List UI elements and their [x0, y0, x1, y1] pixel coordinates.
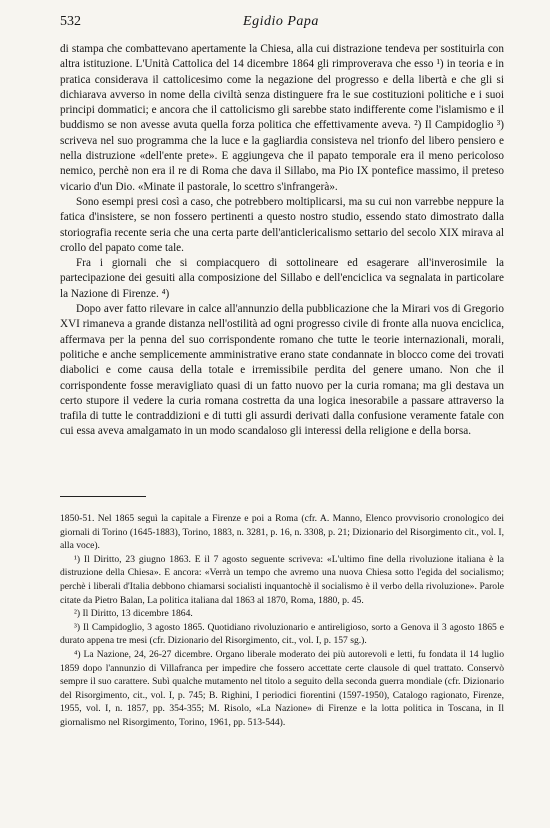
body-text — [60, 42, 504, 440]
footnote: ⁴) La Nazione, 24, 26-27 dicembre. Organo liberale moderato dei più autorevoli e letti, fu fondata il 14 luglio 1859 dopo l'annunzio di Villafranca per impedire che fossero accettate certe clausole di quel trattato. Conservò sempre il suo carattere. Subì qualche mutamento nel titolo a seguito della seconda guerra mondiale (cfr. Dizionario del Risorgimento, cit., vol. I, p. 745; B. Righini, I periodici fiorentini (1597-1950), Catalogo ragionato, Firenze, 1955, vol. I, n. 1857, pp. 354-355; M. Risolo, «La Nazione» di Firenze e la lotta politica in Toscana, in Il giornalismo nel Risorgimento, Torino, 1961, pp. 513-544). — [60, 648, 504, 728]
footnote: ¹) Il Diritto, 23 giugno 1863. E il 7 agosto seguente scriveva: «L'ultimo fine della rivoluzione italiana è la distruzione della Chiesa». E ancora: «Verrà un tempo che avremo una nuova Chiesa sotto l'egida del socialismo; perchè i liberali d'Italia debbono chiamarsi socialisti inquantochè il socialismo è il verbo della rivoluzione». Parole citate da Pietro Balan, La politica italiana dal 1863 al 1870, Roma, 1880, p. 45. — [60, 553, 504, 606]
paragraph: Sono esempi presi così a caso, che potrebbero moltiplicarsi, ma su cui non varrebbe neppure la fatica d'insistere, se non fossero pertinenti a questo nostro studio, essendo stato dimostrato dalla storiografia recente seria che una certa parte dell'anticlericalismo settario del secolo XIX mirava al crollo del papato come tale. — [60, 195, 504, 254]
footnote: ²) Il Diritto, 13 dicembre 1864. — [74, 608, 193, 620]
paragraph: di stampa che combattevano apertamente la Chiesa, alla cui distrazione tendeva per sostituirla con altra istituzione. L'Unità Cattolica del 14 dicembre 1864 gli rimproverava che esso ¹) in teoria e in pratica considerava il cattolicesimo come la negazione del progresso e della libertà e che gli si dichiarava avverso in nome della civiltà senza distinguere fra le sue costituzioni politiche e i suoi principi dommatici; e ancora che il cattolicismo gli sarebbe stato indifferente come l'islamismo e il buddismo se non avesse avuta quella forza politica che effettivamente aveva. ²) Il Campidoglio ³) scriveva nel suo programma che la luce e la gagliardia consisteva nel trionfo del libero pensiero e nella distruzione «dell'ente prete». E aggiungeva che il papato temporale era il meno pericoloso nemico, perchè non era il re di Roma che dava il Sillabo, ma Pio IX pontefice massimo, il preteso vicario d'un Dio. «Minate il pastorale, lo scettro s'infrangerà». — [60, 43, 504, 193]
footnotes — [60, 512, 504, 730]
paragraph: Dopo aver fatto rilevare in calce all'annunzio della pubblicazione che la Mirari vos di Gregorio XVI rimaneva a grande distanza nell'ostilità ad ogni progresso civile di fronte alla nuova enciclica, affermava per la penna del suo corrispondente romano che tutte le teorie internazionali, morali, politiche e anche semplicemente amministrative erano state condannate in blocco come dei trovati diabolici e come causa della totale e irremissibile perdita del genere umano. Non che il corrispondente fosse meravigliato quasi di un fatto nuovo per la curia romana; ma gli destava un certo stupore il vedere la curia romana costretta da una logica inesorabile a passare attraverso la trafila di tutte le contraddizioni e di tutti gli assurdi derivati dalla confusione veramente fatale con cui essa aveva amalgamato in un modo scandaloso gli interessi della religione e della borsa. — [60, 303, 504, 438]
paragraph: Fra i giornali che si compiacquero di sottolineare ed esagerare all'inverosimile la partecipazione dei gesuiti alla composizione del Sillabo e dell'enciclica va segnalata in particolare la Nazione di Firenze. ⁴) — [60, 257, 504, 300]
running-head: Egidio Papa — [243, 14, 319, 29]
page-header — [60, 14, 502, 32]
page-number: 532 — [60, 14, 81, 29]
footnote-rule — [60, 496, 146, 497]
footnote-continuation: 1850-51. Nel 1865 seguì la capitale a Firenze e poi a Roma (cfr. A. Manno, Elenco provvisorio cronologico dei giornali di Torino (1645-1883), Torino, 1883, n. 3281, p. 16, n. 3308, p. 21; Dizionario del Risorgimento cit., vol. I, alla voce). — [60, 513, 504, 552]
footnote: ³) Il Campidoglio, 3 agosto 1865. Quotidiano rivoluzionario e antireligioso, sorto a Genova il 3 agosto 1865 e durato appena tre mesi (cfr. Dizionario del Risorgimento, cit., vol. I, p. 157 sg.). — [60, 621, 504, 647]
